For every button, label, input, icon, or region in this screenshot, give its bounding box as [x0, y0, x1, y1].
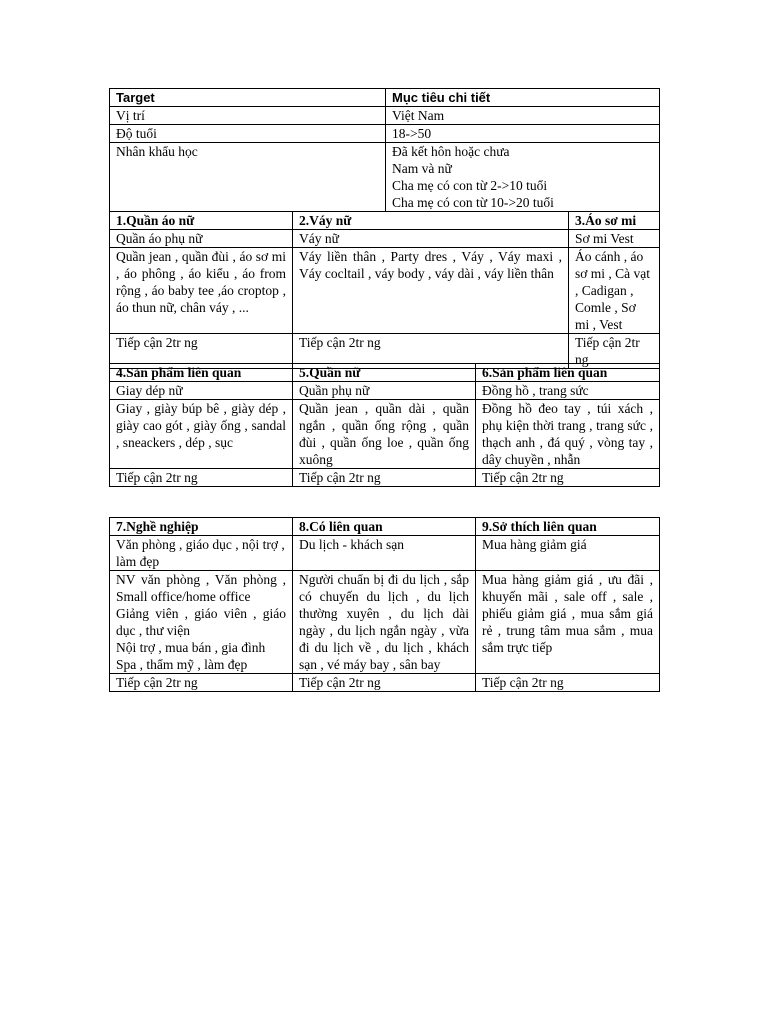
group-detail-9: Mua hàng giảm giá , ưu đãi , khuyến mãi , sale off , sale , phiếu giảm giá , mua sắm giá rẻ , trung tâm mua sắm , mua sắm trực tiếp — [476, 571, 660, 674]
target-table — [109, 88, 660, 369]
group-sub-3: Sơ mi Vest — [569, 230, 660, 248]
group-sub-5: Quần phụ nữ — [293, 382, 476, 400]
group-sub-2: Váy nữ — [293, 230, 569, 248]
group-sub-1: Quần áo phụ nữ — [110, 230, 293, 248]
group-header-2: 2.Váy nữ — [293, 212, 569, 230]
demographics-line: Đã kết hôn hoặc chưa — [392, 144, 510, 159]
age-value: 18->50 — [386, 125, 660, 143]
group-detail-3: Áo cánh , áo sơ mi , Cà vạt , Cadigan , Comle , Sơ mi , Vest — [569, 248, 660, 334]
group-header-4: 4.Sản phẩm liên quan — [110, 364, 293, 382]
demographics-line: Cha mẹ có con từ 2->10 tuổi — [392, 178, 548, 193]
group-reach-6: Tiếp cận 2tr ng — [476, 469, 660, 487]
group-reach-9: Tiếp cận 2tr ng — [476, 674, 660, 692]
group-reach-3: Tiếp cận 2tr ng — [569, 334, 660, 369]
occupation-line: Giảng viên , giáo viên , giáo dục , thư viện — [116, 606, 286, 638]
target-header: Target — [110, 89, 386, 107]
group-reach-5: Tiếp cận 2tr ng — [293, 469, 476, 487]
group-detail-8: Người chuẩn bị đi du lịch , sắp có chuyến du lịch , du lịch thường xuyên , du lịch dài ngày , du lịch ngắn ngày , vừa đi du lịch về , du lịch , khách sạn , vé máy bay , sân bay — [293, 571, 476, 674]
group-reach-1: Tiếp cận 2tr ng — [110, 334, 293, 369]
demographics-label: Nhân khẩu học — [110, 143, 386, 212]
group-header-8: 8.Có liên quan — [293, 518, 476, 536]
group-reach-7: Tiếp cận 2tr ng — [110, 674, 293, 692]
group-header-3: 3.Áo sơ mi — [569, 212, 660, 230]
group-reach-4: Tiếp cận 2tr ng — [110, 469, 293, 487]
group-detail-4: Giay , giày búp bê , giày dép , giày cao gót , giày ống , sandal , sneackers , dép , sục — [110, 400, 293, 469]
group-sub-9: Mua hàng giảm giá — [476, 536, 660, 571]
group-header-1: 1.Quần áo nữ — [110, 212, 293, 230]
occupation-line: Nội trợ , mua bán , gia đình — [116, 640, 266, 655]
group-reach-2: Tiếp cận 2tr ng — [293, 334, 569, 369]
occupation-line: Spa , thẩm mỹ , làm đẹp — [116, 657, 248, 672]
age-label: Độ tuổi — [110, 125, 386, 143]
group-sub-7: Văn phòng , giáo dục , nội trợ , làm đẹp — [110, 536, 293, 571]
group-header-6: 6.Sản phẩm liên quan — [476, 364, 660, 382]
group-detail-5: Quần jean , quần dài , quần ngắn , quần ống rộng , quần đùi , quần ống loe , quần ống xuông — [293, 400, 476, 469]
group-header-9: 9.Sở thích liên quan — [476, 518, 660, 536]
group-reach-8: Tiếp cận 2tr ng — [293, 674, 476, 692]
detail-target-header: Mục tiêu chi tiết — [386, 89, 660, 107]
related-products-table — [109, 363, 660, 487]
group-detail-2: Váy liền thân , Party dres , Váy , Váy maxi , Váy cocltail , váy body , váy dài , váy liền thân — [293, 248, 569, 334]
group-sub-4: Giay dép nữ — [110, 382, 293, 400]
group-header-7: 7.Nghề nghiệp — [110, 518, 293, 536]
group-detail-6: Đồng hồ đeo tay , túi xách , phụ kiện thời trang , trang sức , thạch anh , đá quý , vòng tay , dây chuyền , nhẫn — [476, 400, 660, 469]
group-sub-8: Du lịch - khách sạn — [293, 536, 476, 571]
group-detail-7 — [110, 571, 293, 674]
group-sub-6: Đồng hồ , trang sức — [476, 382, 660, 400]
demographics-value — [386, 143, 660, 212]
location-label: Vị trí — [110, 107, 386, 125]
interests-table — [109, 517, 660, 692]
group-header-5: 5.Quần nữ — [293, 364, 476, 382]
demographics-line: Nam và nữ — [392, 161, 452, 176]
occupation-line: NV văn phòng , Văn phòng , Small office/home office — [116, 572, 286, 604]
group-detail-1: Quần jean , quần đùi , áo sơ mi , áo phông , áo kiểu , áo from rộng , áo baby tee ,áo croptop , áo thun nữ, chân váy , ... — [110, 248, 293, 334]
location-value: Việt Nam — [386, 107, 660, 125]
demographics-line: Cha mẹ có con từ 10->20 tuổi — [392, 195, 554, 210]
